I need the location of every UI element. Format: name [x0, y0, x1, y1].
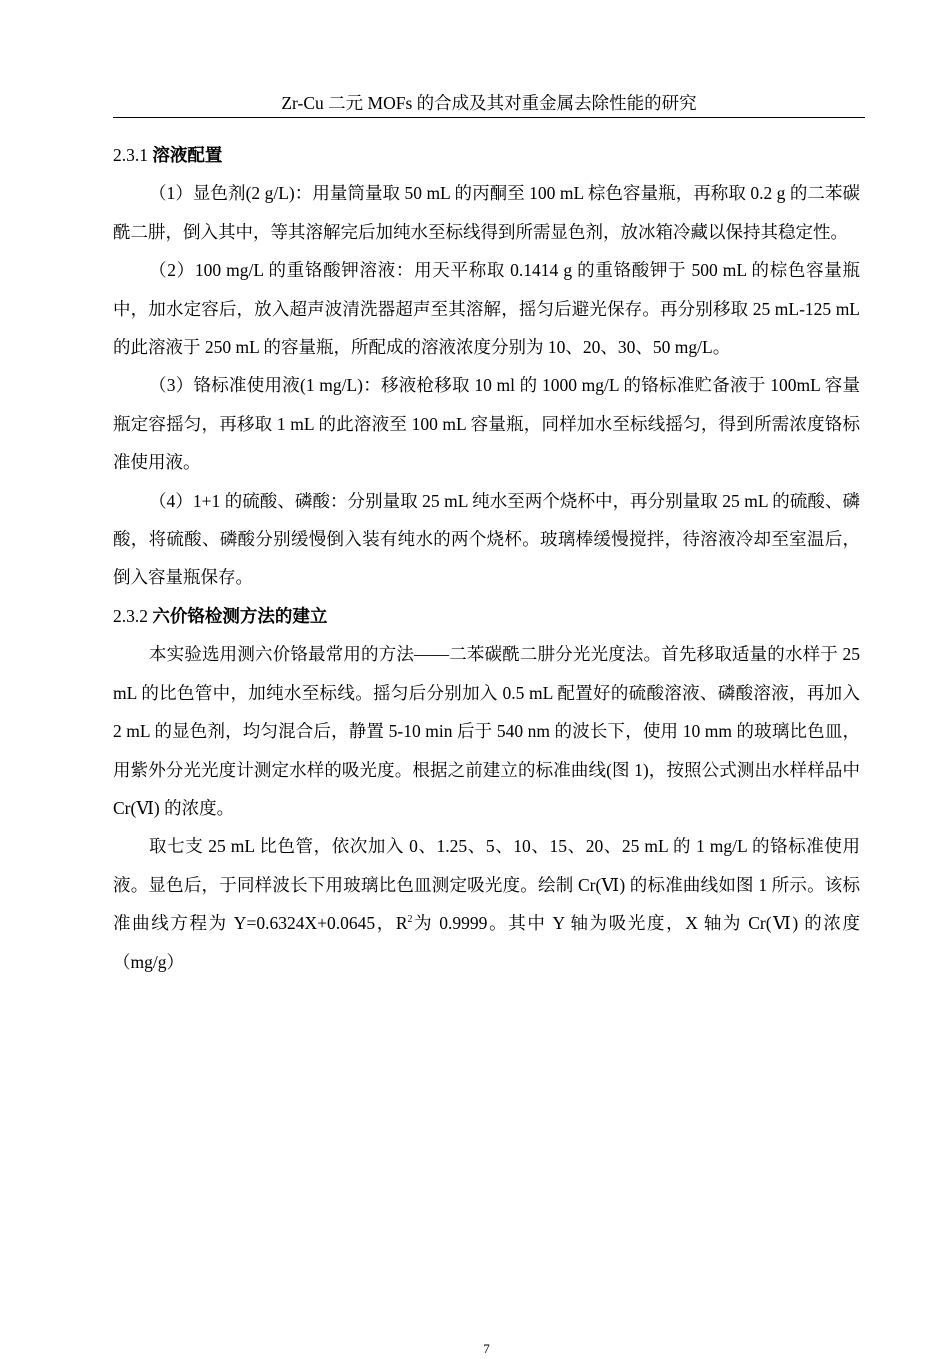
section-title: 溶液配置: [152, 145, 223, 165]
section-heading-2-3-1: [113, 136, 860, 174]
paragraph-reagent-1: （1）显色剂(2 g/L)：用量筒量取 50 mL 的丙酮至 100 mL 棕色容量瓶，再称取 0.2 g 的二苯碳酰二肼，倒入其中，等其溶解完后加纯水至标线得到所需显色剂，放冰箱冷藏以保持其稳定性。: [113, 183, 860, 242]
running-header: Zr-Cu 二元 MOFs 的合成及其对重金属去除性能的研究: [113, 88, 865, 118]
paragraph-reagent-3: （3）铬标准使用液(1 mg/L)：移液枪移取 10 ml 的 1000 mg/L 的铬标准贮备液于 100mL 容量瓶定容摇匀，再移取 1 mL 的此溶液至 100 mL 容量瓶，同样加水至标线摇匀，得到所需浓度铬标准使用液。: [113, 375, 860, 473]
standard-curve-text-a: 取七支 25 mL 比色管，依次加入 0、1.25、5、10、15、20、25 mL 的 1 mg/L 的铬标准使用液。显色后，于同样波长下用玻璃比色皿测定吸光度。绘制 Cr(Ⅵ) 的标准曲线如图 1 所示。该标准曲线方程为 Y=0.6324X+0.0645，R: [113, 836, 860, 934]
paragraph-reagent-4: （4）1+1 的硫酸、磷酸：分别量取 25 mL 纯水至两个烧杯中，再分别量取 25 mL 的硫酸、磷酸，将硫酸、磷酸分别缓慢倒入装有纯水的两个烧杯。玻璃棒缓慢搅拌，待溶液冷却至室温后，倒入容量瓶保存。: [113, 490, 860, 588]
paragraph-reagent-2: （2）100 mg/L 的重铬酸钾溶液：用天平称取 0.1414 g 的重铬酸钾于 500 mL 的棕色容量瓶中，加水定容后，放入超声波清洗器超声至其溶解，摇匀后避光保存。再分别移取 25 mL-125 mL 的此溶液于 250 mL 的容量瓶，所配成的溶液浓度分别为 10、20、30、50 mg/L。: [113, 260, 860, 358]
page-number: 7: [483, 1341, 490, 1356]
main-content: [113, 136, 861, 1356]
section-number: 2.3.2: [113, 605, 153, 626]
section-number: 2.3.1: [113, 145, 153, 165]
paragraph-standard-curve: [113, 827, 860, 981]
r-squared-superscript: 2: [407, 914, 413, 926]
section-heading-2-3-2: [113, 597, 860, 635]
section-title: 六价铬检测方法的建立: [152, 605, 328, 626]
paragraph-method: 本实验选用测六价铬最常用的方法——二苯碳酰二肼分光光度法。首先移取适量的水样于 25 mL 的比色管中，加纯水至标线。摇匀后分别加入 0.5 mL 配置好的硫酸溶液、磷酸溶液，再加入 2 mL 的显色剂，均匀混合后，静置 5-10 min 后于 540 nm 的波长下，使用 10 mm 的玻璃比色皿，用紫外分光光度计测定水样的吸光度。根据之前建立的标准曲线(图 1)，按照公式测出水样样品中 Cr(Ⅵ) 的浓度。: [113, 644, 860, 818]
standard-curve-text-b: 为 0.9999。其中 Y 轴为吸光度，X 轴为 Cr(Ⅵ) 的浓度（mg/g）: [113, 913, 861, 972]
